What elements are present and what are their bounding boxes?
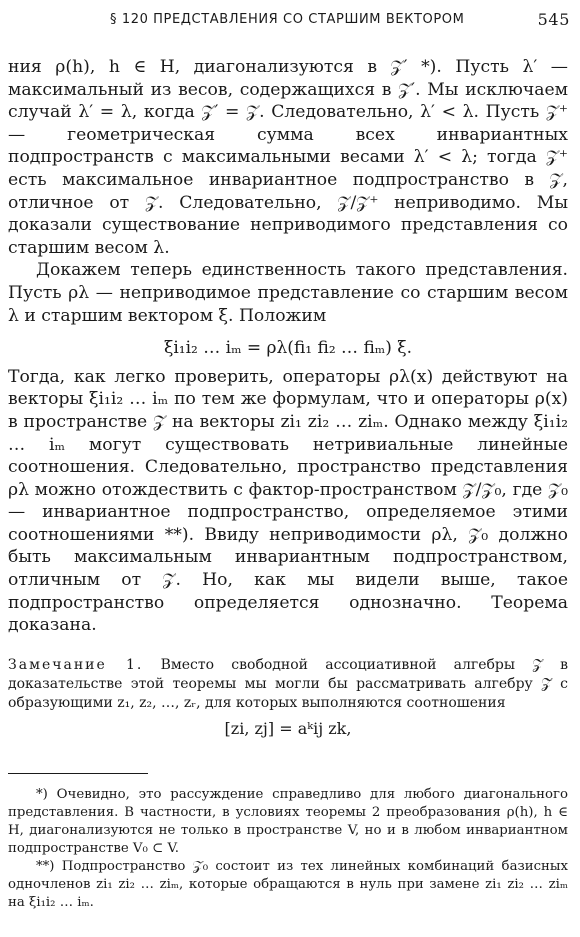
remark-lead: Замечание 1.: [8, 657, 144, 673]
main-text: [8, 56, 568, 637]
page-number: 545: [537, 10, 570, 29]
paragraph-existence: ния ρ(h), h ∈ H, диагонализуются в 𝒵′ *). Пусть λ′ — максимальный из весов, содержащихся в 𝒵′. Мы исключаем случай λ′ = λ, когда 𝒵′ = 𝒵. Следовательно, λ′ < λ. Пусть 𝒵⁺ — геометрическая сумма всех инвариантных подпространств с максимальными весами λ′ < λ; тогда 𝒵⁺ есть максимальное инвариантное подпространство в 𝒵, отличное от 𝒵. Следовательно, 𝒵/𝒵⁺ неприводимо. Мы доказали существование неприводимого представления со старшим весом λ.: [8, 57, 568, 258]
running-title: § 120 ПРЕДСТАВЛЕНИЯ СО СТАРШИМ ВЕКТОРОМ: [110, 12, 465, 27]
remark-text: Вместо свободной ассоциативной алгебры 𝒵 в доказательстве этой теоремы мы могли бы рассматривать алгебру 𝒵̃ с образующими z₁, z₂, …, zᵣ, для которых выполняются соотношения: [8, 657, 568, 711]
footnote-2: **) Подпространство 𝒵₀ состоит из тех линейных комбинаций базисных одночленов zi₁ zi₂ … ziₘ, которые обращаются в нуль при замене zi₁ zi₂ … ziₘ на ξi₁i₂ … iₘ.: [8, 859, 568, 910]
equation-commutator: [zi, zj] = aᵏij zk,: [224, 719, 352, 738]
page-header: [40, 8, 572, 30]
paragraph-conclusion: Тогда, как легко проверить, операторы ρλ(x) действуют на векторы ξi₁i₂ … iₘ по тем же формулам, что и операторы ρ(x) в пространстве 𝒵 на векторы zi₁ zi₂ … ziₘ. Однако между ξi₁i₂ … iₘ могут существовать нетривиальные линейные соотношения. Следовательно, пространство представления ρλ можно отождествить с фактор-пространством 𝒵/𝒵₀, где 𝒵₀ — инвариантное подпространство, определяемое этими соотношениями **). Ввиду неприводимости ρλ, 𝒵₀ должно быть максимальным инвариантным подпространством, отличным от 𝒵. Но, как мы видели выше, такое подпространство определяется однозначно. Теорема доказана.: [8, 366, 568, 636]
footnotes: [8, 786, 568, 912]
equation-xi-definition: ξi₁i₂ … iₘ = ρλ(fi₁ fi₂ … fiₘ) ξ.: [163, 338, 413, 359]
footnote-1: *) Очевидно, это рассуждение справедливо для любого диагонального представления. В частности, в условиях теоремы 2 преобразования ρ(h), h ∈ H, диагонализуются не только в пространстве V, но и в любом инвариантном подпространстве V₀ ⊂ V.: [8, 787, 568, 856]
paragraph-uniqueness: Докажем теперь единственность такого представления. Пусть ρλ — неприводимое представление со старшим весом λ и старшим вектором ξ. Положим: [8, 260, 568, 326]
footnote-divider: [8, 773, 148, 774]
remark-1: [8, 656, 568, 738]
